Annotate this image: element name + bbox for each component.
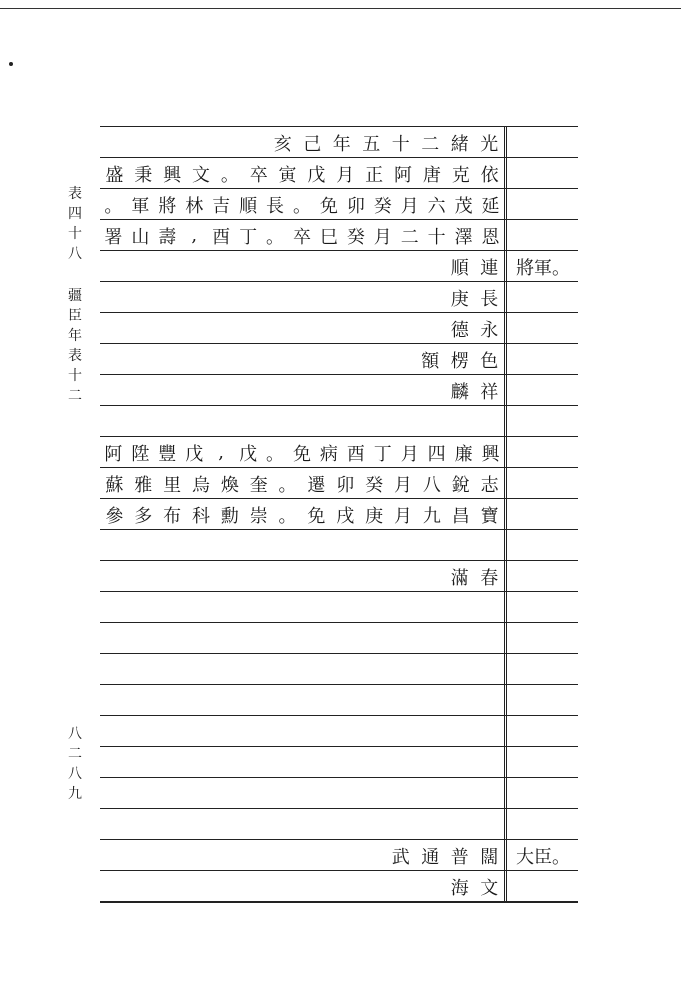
margin-section-text: 表四十八 <box>68 186 82 262</box>
row-main-text: 色 楞 額 <box>421 350 499 372</box>
row-main-text: 連 順 <box>450 257 499 279</box>
margin-title <box>66 286 84 406</box>
row-main-text <box>100 809 508 840</box>
row-side-text <box>508 282 578 313</box>
row-main-text: 永 德 <box>450 319 499 341</box>
row-side-text <box>508 344 578 375</box>
row-side-text <box>508 654 578 685</box>
row-main-text: 文 海 <box>450 877 499 899</box>
row-side-text <box>508 809 578 840</box>
year-table <box>100 126 578 906</box>
row-main-text <box>100 530 508 561</box>
row-side-text <box>508 468 578 499</box>
row-main-text <box>100 654 508 685</box>
margin-title-text: 疆臣年表十二 <box>68 288 82 404</box>
row-main-text: 志 銳 八 月 癸 卯 遷 。 奎 煥 烏 里 雅 蘇 <box>105 474 499 496</box>
row-side-text <box>508 716 578 747</box>
row-side-text <box>508 778 578 809</box>
row-side-text <box>508 158 578 189</box>
row-side-text <box>508 623 578 654</box>
row-side-text: 將軍。 <box>516 257 570 279</box>
column-divider <box>504 126 507 901</box>
row-side-text <box>508 375 578 406</box>
row-side-text: 大臣。 <box>516 846 570 868</box>
row-side-text <box>508 561 578 592</box>
row-side-text <box>508 127 578 158</box>
row-side-text <box>508 406 578 437</box>
row-side-text <box>508 530 578 561</box>
margin-dot <box>9 62 13 66</box>
row-side-text <box>508 220 578 251</box>
row-main-text <box>100 406 508 437</box>
row-main-text: 興 廉 四 月 丁 酉 病 免 。 戊 , 戊 豐 陞 阿 <box>104 442 500 465</box>
row-main-text <box>100 623 508 654</box>
row-main-text <box>100 778 508 809</box>
row-main-text: 寶 昌 九 月 庚 戌 免 。 崇 勳 科 布 多 參 <box>105 505 499 527</box>
row-main-text <box>100 685 508 716</box>
margin-page-text: 八二八九 <box>68 726 82 802</box>
row-side-text <box>508 189 578 220</box>
row-main-text: 延 茂 六 月 癸 卯 免 。 長 順 吉 林 將 軍 。 <box>104 195 500 217</box>
top-rule <box>0 0 681 9</box>
row-side-text <box>508 685 578 716</box>
row-main-text: 闊 普 通 武 <box>391 846 499 868</box>
margin-section <box>66 184 84 264</box>
row-main-text <box>100 592 508 623</box>
row-main-text: 依 克 唐 阿 正 月 戊 寅 卒 。 文 興 秉 盛 <box>105 164 499 186</box>
margin-page-number <box>66 724 84 804</box>
row-side-text <box>508 747 578 778</box>
row-main-text: 光 緒 二 十 五 年 己 亥 <box>273 133 499 155</box>
row-main-text <box>100 747 508 778</box>
row-side-text <box>508 499 578 530</box>
row-side-text <box>508 437 578 468</box>
table-bottom-rule <box>100 901 578 903</box>
row-side-text <box>508 592 578 623</box>
row-main-text: 長 庚 <box>450 288 499 310</box>
row-main-text: 祥 麟 <box>450 381 499 403</box>
row-side-text <box>508 871 578 902</box>
row-main-text: 春 滿 <box>450 567 499 589</box>
row-side-text <box>508 313 578 344</box>
row-main-text: 恩 澤 十 二 月 癸 巳 卒 。 丁 酉 , 壽 山 署 <box>104 225 500 248</box>
row-main-text <box>100 716 508 747</box>
